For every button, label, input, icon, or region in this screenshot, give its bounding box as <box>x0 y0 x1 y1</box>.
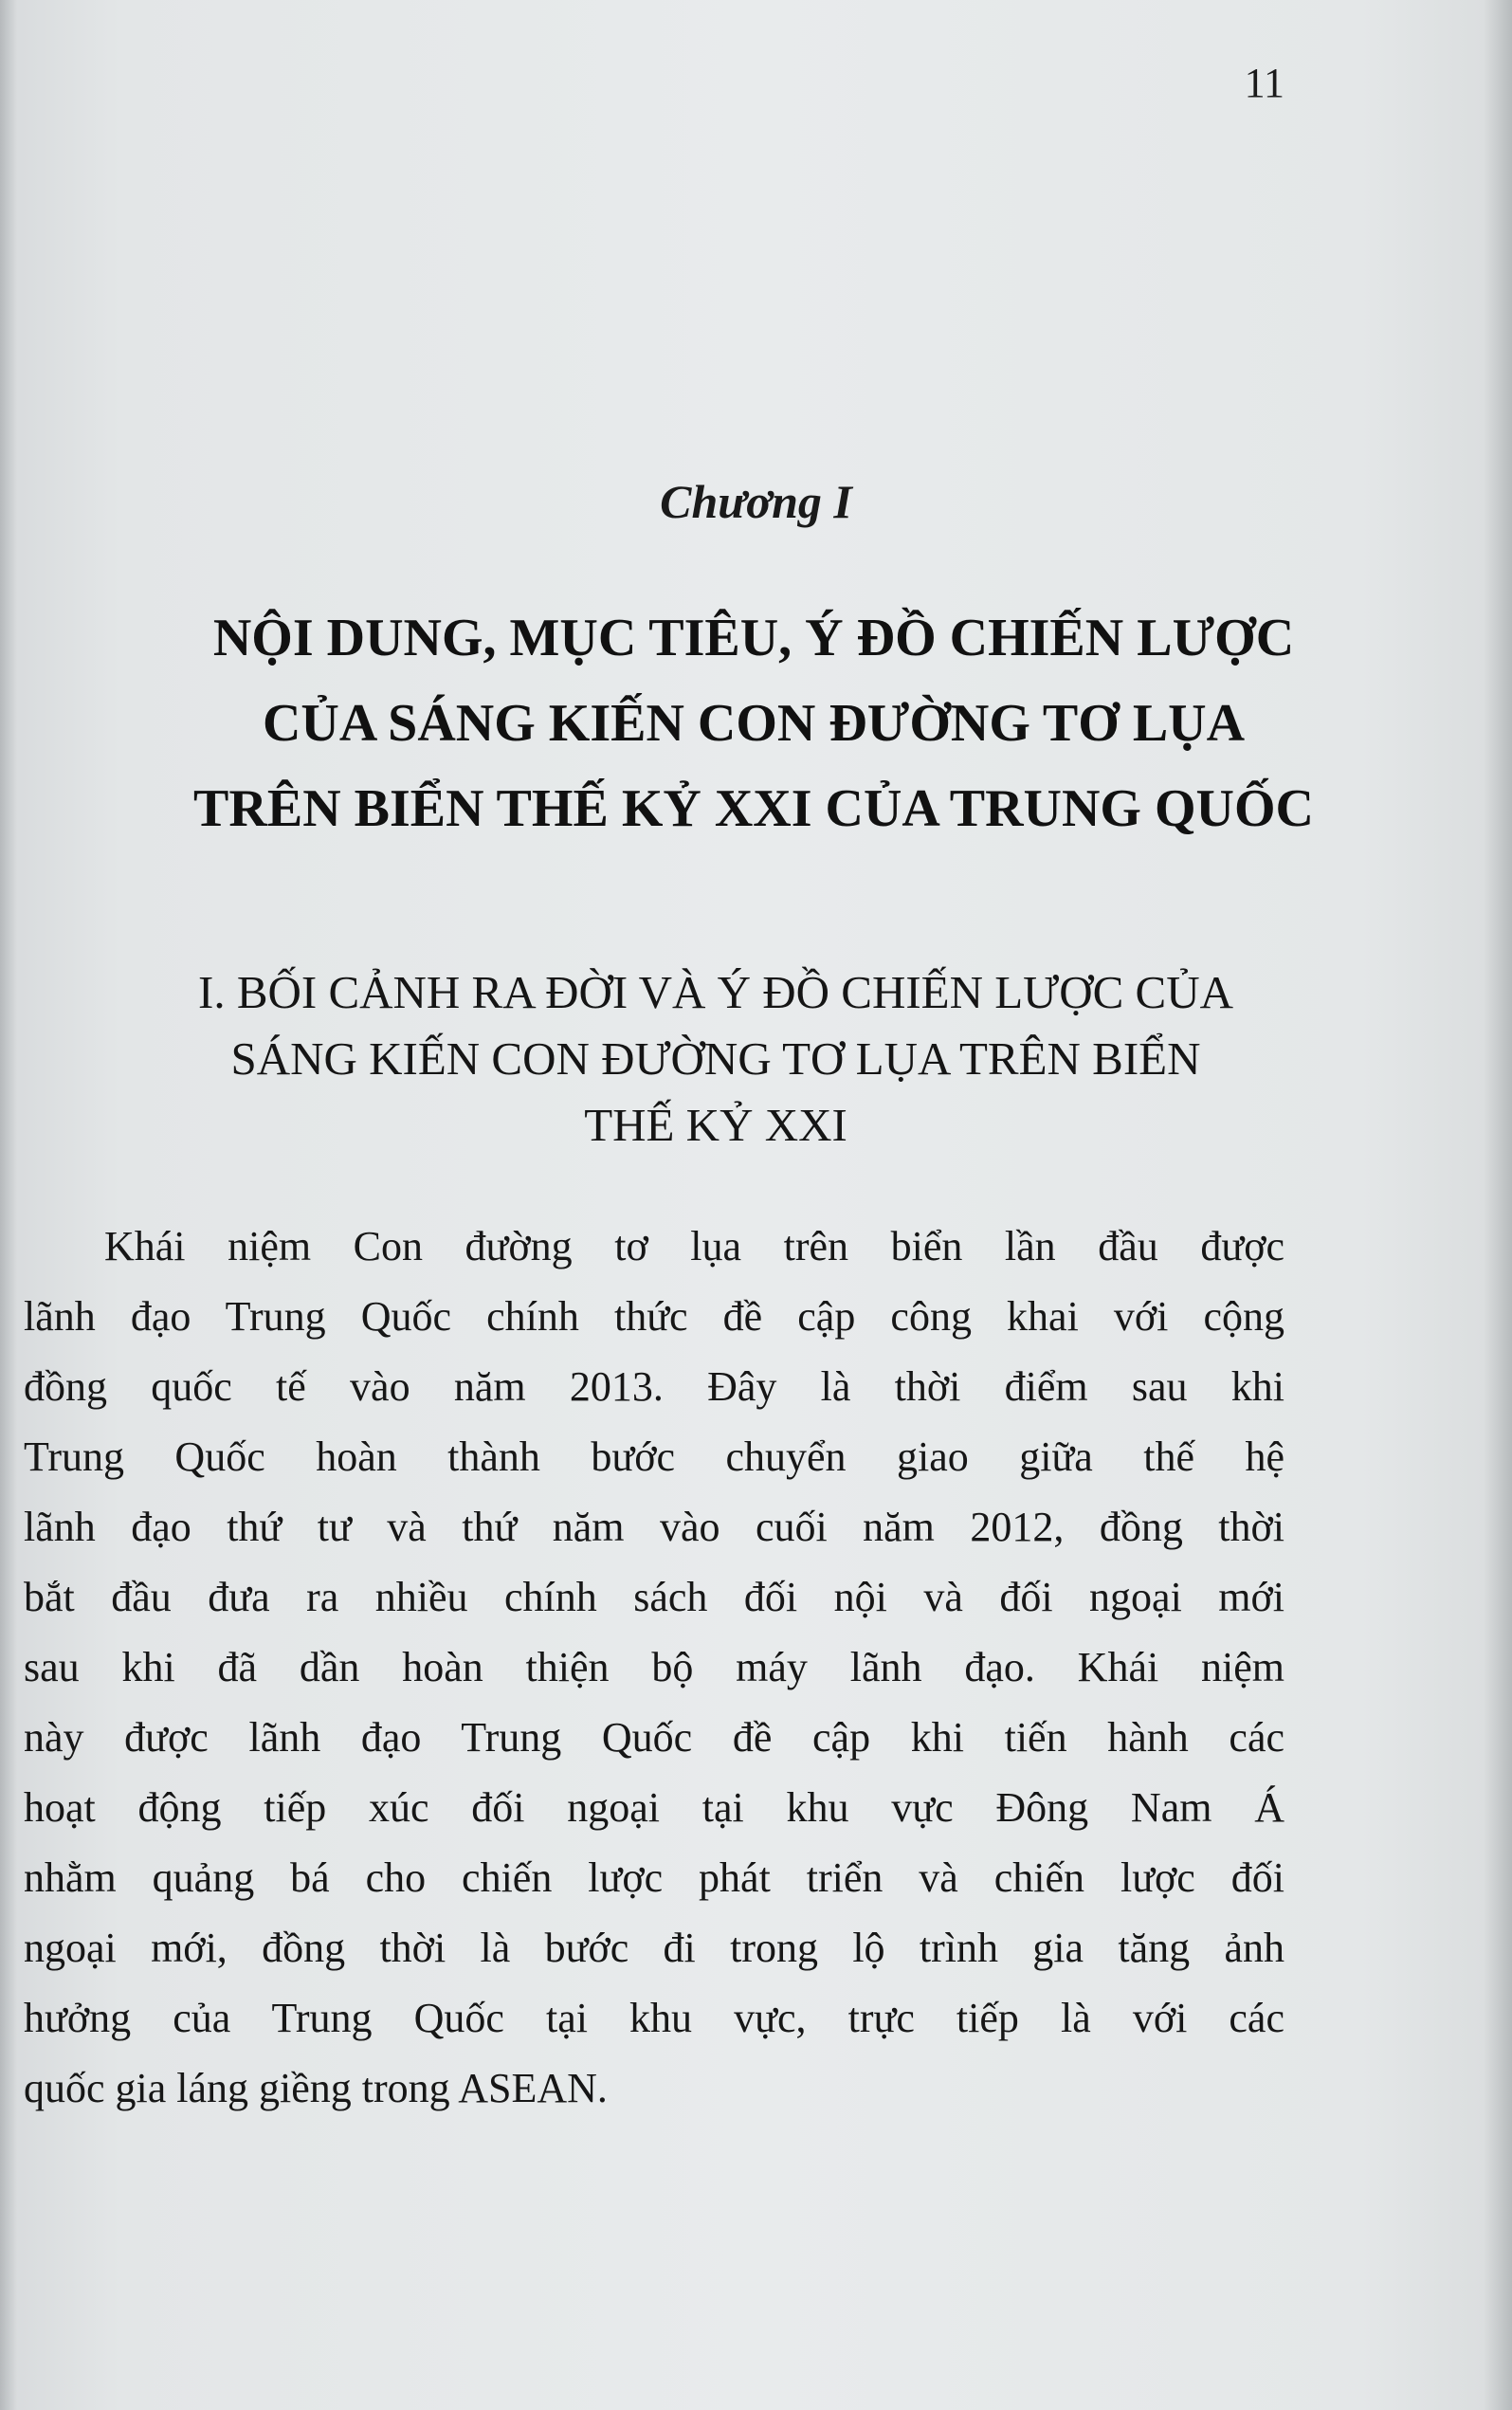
chapter-title-line: TRÊN BIỂN THẾ KỶ XXI CỦA TRUNG QUỐC <box>193 779 1314 838</box>
body-line: hưởng của Trung Quốc tại khu vực, trực tiếp là với các <box>24 1995 1284 2041</box>
body-line: đồng quốc tế vào năm 2013. Đây là thời điểm sau khi <box>24 1363 1284 1410</box>
page-edge-shadow-left <box>0 0 17 2410</box>
body-line: hoạt động tiếp xúc đối ngoại tại khu vực Đông Nam Á <box>24 1784 1284 1831</box>
body-line: Trung Quốc hoàn thành bước chuyển giao giữa thế hệ <box>24 1433 1284 1480</box>
body-line: ngoại mới, đồng thời là bước đi trong lộ trình gia tăng ảnh <box>24 1925 1284 1971</box>
body-line: sau khi đã dần hoàn thiện bộ máy lãnh đạo. Khái niệm <box>24 1644 1284 1690</box>
page-edge-shadow-right <box>1484 0 1512 2410</box>
body-line: quốc gia láng giềng trong ASEAN. <box>24 2065 608 2111</box>
body-line: Khái niệm Con đường tơ lụa trên biển lần đầu được <box>104 1223 1284 1269</box>
body-line: lãnh đạo Trung Quốc chính thức đề cập công khai với cộng <box>24 1293 1284 1340</box>
section-title-line: THẾ KỶ XXI <box>584 1099 847 1151</box>
section-title-line: I. BỐI CẢNH RA ĐỜI VÀ Ý ĐỒ CHIẾN LƯỢC CỦA <box>198 966 1233 1018</box>
body-paragraph <box>24 1212 1284 2124</box>
chapter-title-line: NỘI DUNG, MỤC TIÊU, Ý ĐỒ CHIẾN LƯỢC <box>212 609 1295 667</box>
body-line: này được lãnh đạo Trung Quốc đề cập khi tiến hành các <box>24 1714 1284 1761</box>
chapter-title <box>57 595 1450 851</box>
body-line: bắt đầu đưa ra nhiều chính sách đối nội và đối ngoại mới <box>24 1574 1284 1620</box>
section-title <box>66 959 1365 1159</box>
page-number: 11 <box>1244 60 1284 106</box>
body-line: lãnh đạo thứ tư và thứ năm vào cuối năm 2012, đồng thời <box>24 1504 1284 1550</box>
section-title-line: SÁNG KIẾN CON ĐƯỜNG TƠ LỤA TRÊN BIỂN <box>230 1032 1201 1085</box>
chapter-title-line: CỦA SÁNG KIẾN CON ĐƯỜNG TƠ LỤA <box>262 694 1246 753</box>
chapter-label: Chương I <box>660 475 852 528</box>
body-line: nhằm quảng bá cho chiến lược phát triển và chiến lược đối <box>24 1854 1284 1901</box>
